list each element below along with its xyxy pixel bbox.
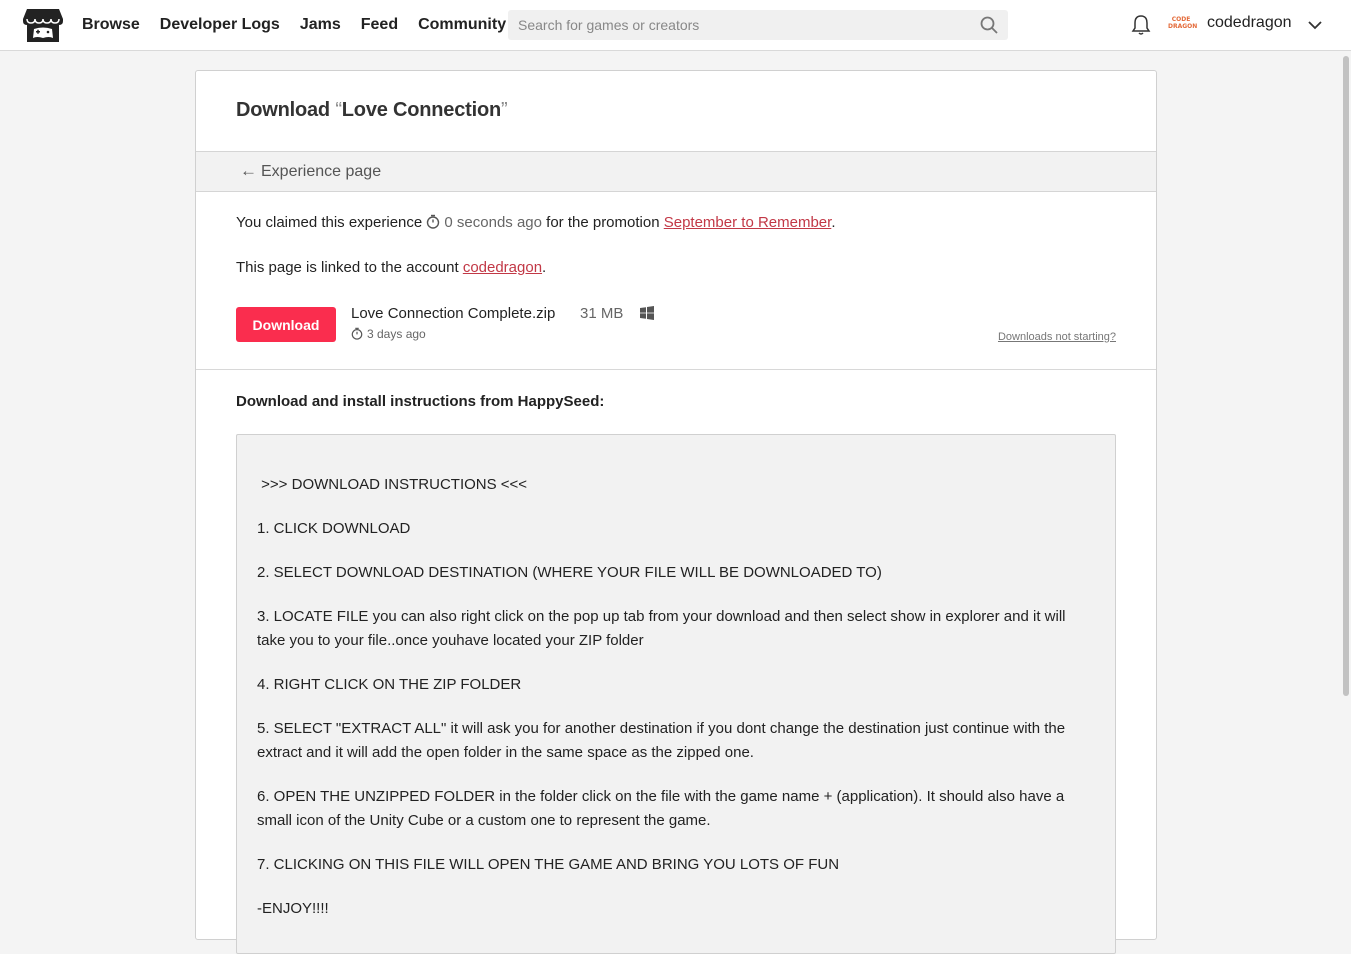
claim-text-after: . bbox=[831, 214, 836, 231]
downloads-not-starting-link[interactable]: Downloads not starting? bbox=[997, 331, 1116, 343]
download-panel bbox=[195, 70, 1157, 940]
linked-account-info bbox=[236, 259, 546, 276]
windows-icon bbox=[640, 306, 654, 320]
back-nav-strip bbox=[196, 151, 1156, 192]
main-nav bbox=[82, 0, 526, 50]
nav-community[interactable]: Community bbox=[418, 16, 507, 33]
instruction-line: 1. CLICK DOWNLOAD bbox=[257, 520, 411, 537]
nav-feed[interactable]: Feed bbox=[360, 16, 399, 33]
instruction-line: 2. SELECT DOWNLOAD DESTINATION (WHERE YOUR FILE WILL BE DOWNLOADED TO) bbox=[257, 564, 882, 581]
instructions-heading: Download and install instructions from HappySeed: bbox=[236, 393, 605, 410]
itchio-logo-icon[interactable] bbox=[23, 7, 63, 44]
title-prefix: Download bbox=[236, 99, 330, 121]
chevron-down-icon[interactable] bbox=[1306, 16, 1324, 34]
claim-info bbox=[236, 214, 835, 231]
account-link[interactable]: codedragon bbox=[462, 259, 543, 276]
instruction-line: 7. CLICKING ON THIS FILE WILL OPEN THE GAME AND BRING YOU LOTS OF FUN bbox=[257, 856, 840, 873]
search-icon[interactable] bbox=[980, 16, 998, 34]
claim-time: 0 seconds ago bbox=[444, 214, 542, 231]
download-button[interactable]: Download bbox=[236, 307, 336, 342]
instruction-line: 5. SELECT "EXTRACT ALL" it will ask you for another destination if you dont change the destination just continue with the extract and it will add the open folder in the same space as the zipped one. bbox=[257, 720, 1066, 761]
title-close-quote: ” bbox=[501, 99, 508, 121]
instruction-line: 4. RIGHT CLICK ON THE ZIP FOLDER bbox=[257, 676, 522, 693]
search-bar bbox=[508, 10, 1008, 40]
title-game-name: Love Connection bbox=[341, 99, 502, 121]
experience-page-label: Experience page bbox=[261, 163, 382, 180]
file-date-label: 3 days ago bbox=[367, 327, 426, 341]
instructions-box bbox=[236, 434, 1116, 954]
experience-page-link[interactable] bbox=[240, 161, 381, 181]
linked-text-after: . bbox=[542, 259, 547, 276]
claim-text-before: You claimed this experience bbox=[236, 214, 423, 231]
notifications-bell-icon[interactable] bbox=[1131, 14, 1151, 36]
file-name: Love Connection Complete.zip bbox=[351, 305, 556, 322]
instruction-line: >>> DOWNLOAD INSTRUCTIONS <<< bbox=[257, 476, 528, 493]
instruction-line: 3. LOCATE FILE you can also right click on the pop up tab from your download and then select show in explorer and it will take you to your file..once youhave located your ZIP folder bbox=[257, 608, 1066, 649]
search-input[interactable] bbox=[508, 10, 973, 40]
nav-jams[interactable]: Jams bbox=[299, 16, 341, 33]
stopwatch-icon bbox=[351, 327, 363, 340]
file-upload-date bbox=[351, 327, 426, 341]
nav-developer-logs[interactable]: Developer Logs bbox=[159, 16, 280, 33]
instruction-line: -ENJOY!!!! bbox=[257, 900, 329, 917]
username-label[interactable]: codedragon bbox=[1207, 14, 1292, 31]
promotion-link[interactable]: September to Remember bbox=[663, 214, 832, 231]
page-scrollbar[interactable] bbox=[1343, 56, 1349, 696]
nav-browse[interactable]: Browse bbox=[82, 16, 140, 33]
claim-text-middle: for the promotion bbox=[546, 214, 660, 231]
file-size: 31 MB bbox=[580, 305, 624, 322]
linked-text-before: This page is linked to the account bbox=[236, 259, 459, 276]
divider bbox=[196, 369, 1156, 370]
page-title bbox=[236, 99, 507, 122]
stopwatch-icon bbox=[426, 214, 440, 229]
user-avatar[interactable]: CODE DRAGON bbox=[1168, 16, 1198, 30]
instruction-line: 6. OPEN THE UNZIPPED FOLDER in the folder click on the file with the game name + (application). It should also have a small icon of the Unity Cube or a custom one to represent the game. bbox=[257, 788, 1065, 829]
top-navbar bbox=[0, 0, 1351, 51]
arrow-left-icon: ← bbox=[240, 161, 257, 180]
title-open-quote: “ bbox=[335, 99, 342, 121]
